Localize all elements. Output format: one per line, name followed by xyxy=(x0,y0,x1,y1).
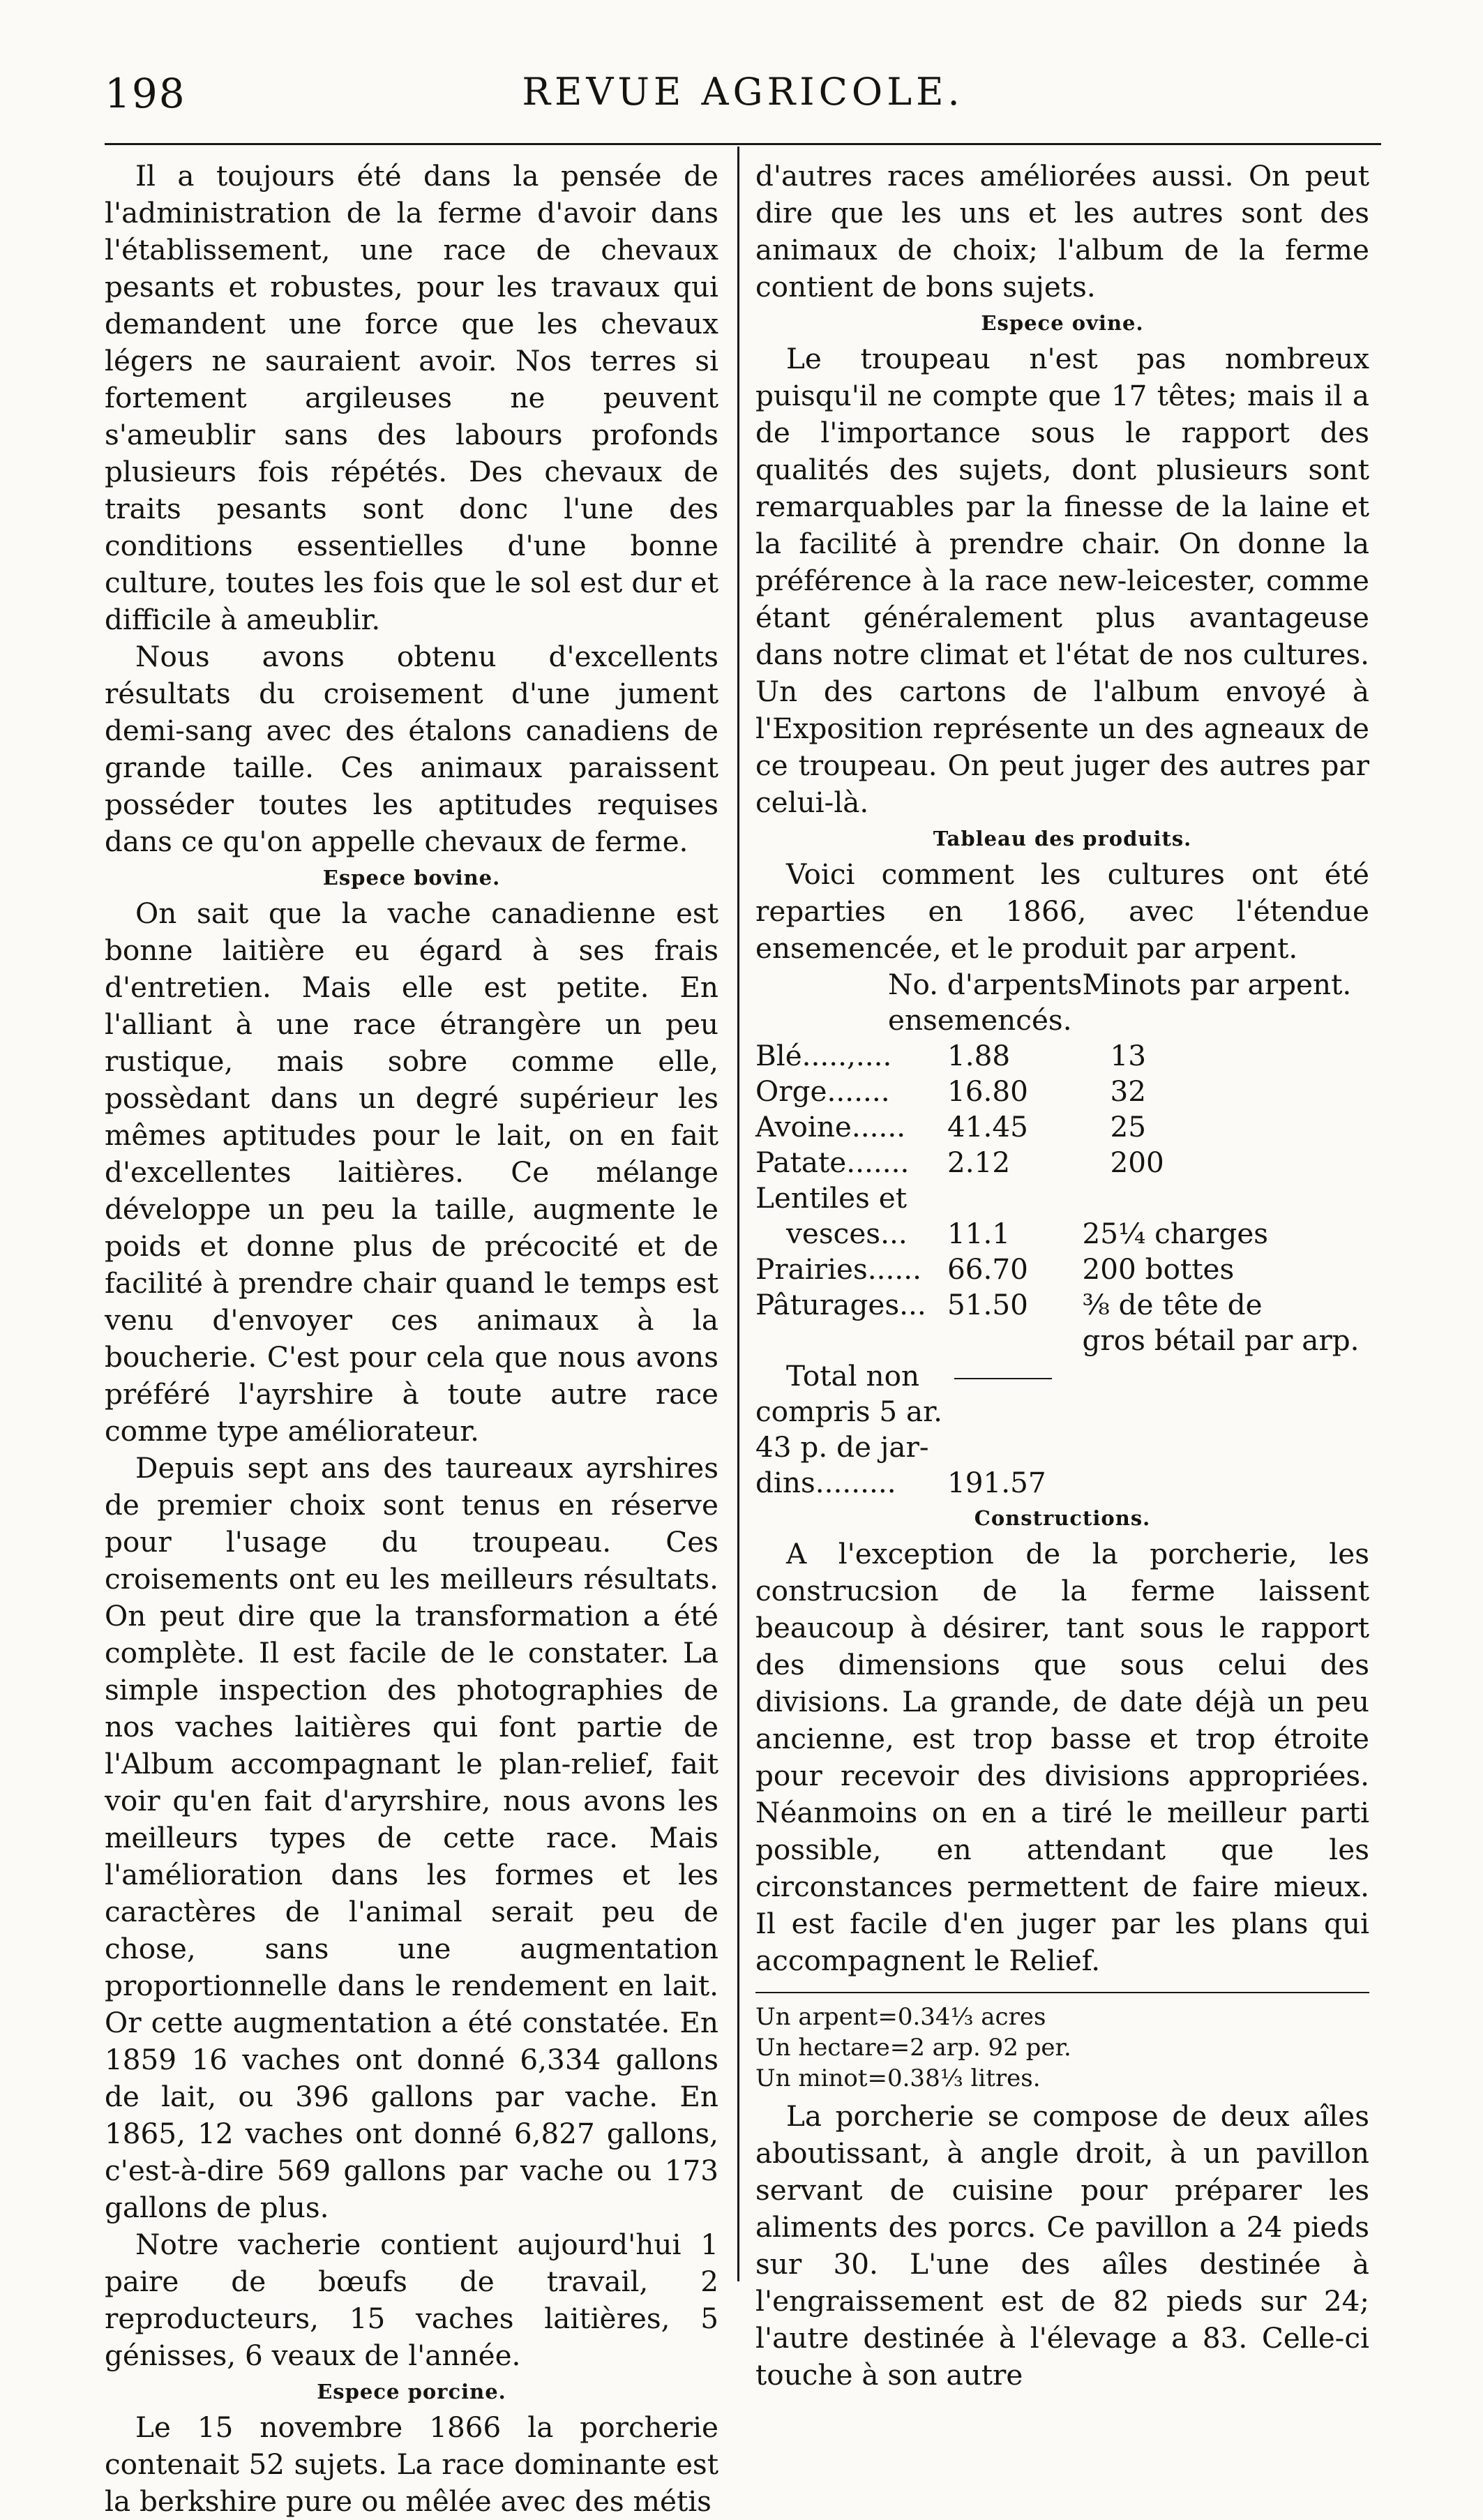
heading-tableau: Tableau des produits. xyxy=(933,827,1192,850)
table-cell-arpents: 11.1 xyxy=(947,1217,1011,1250)
table-row xyxy=(755,1074,1369,1109)
paragraph-porcherie-description: La porcherie se compose de deux aîles aboutissant, à angle droit, à un pavillon servant de cuisine pour préparer les aliments des porcs. Ce pavillon a 24 pieds sur 30. L'une des aîles destinée à l'engraissement est de 82 pieds sur 24; l'autre destinée à l'élevage a 83. Celle-ci touche à son autre xyxy=(755,2099,1369,2392)
paragraph-horses: Il a toujours été dans la pensée de l'administration de la ferme d'avoir dans l'établissement, une race de chevaux pesants et robustes, pour les travaux qui demandent une force que les chevaux légers ne sauraient avoir. Nos terres si fortement argileuses ne peuvent s'ameublir sans des labours profonds plusieurs fois répétés. Des chevaux de traits pesants sont donc l'une des conditions essentielles d'une bonne culture, toutes les fois que le sol est dur et difficile à ameublir. xyxy=(105,159,718,636)
table-cell-yield: ⅜ de tête de xyxy=(1082,1288,1263,1321)
table-cell-arpents: 1.88 xyxy=(947,1039,1011,1072)
table-cell-yield: 32 xyxy=(1110,1074,1147,1108)
total-rule xyxy=(954,1378,1052,1379)
table-cell-arpents: 2.12 xyxy=(947,1146,1011,1179)
table-header-row xyxy=(755,967,1369,1003)
table-total-row xyxy=(755,1465,1369,1501)
produce-table xyxy=(755,967,1369,1501)
running-title: REVUE AGRICOLE. xyxy=(522,70,964,114)
table-row xyxy=(755,1145,1369,1180)
table-total-value: 191.57 xyxy=(947,1466,1046,1499)
footnote-hectare: Un hectare=2 arp. 92 per. xyxy=(755,2034,1071,2062)
paragraph-constructions: A l'exception de la porcherie, les construcsion de la ferme laissent beaucoup à désirer, tant sous le rapport des dimensions que sous celui des divisions. La grande, de date déjà un peu ancienne, est trop basse et trop étroite pour recevoir des divisions appropriées. Néanmoins on en a tiré le meilleur parti possible, en attendant que les circonstances permettent de faire mieux. Il est facile d'en juger par les plans qui accompagnent le Relief. xyxy=(755,1537,1369,1977)
page-number: 198 xyxy=(105,70,186,117)
table-cell-crop: Patate....... xyxy=(755,1146,910,1179)
table-row xyxy=(755,1323,1369,1358)
footnotes xyxy=(755,2002,1369,2094)
footnote-rule xyxy=(755,1992,1369,1993)
table-cell-arpents: 66.70 xyxy=(947,1252,1028,1286)
total-rule-cell xyxy=(947,1358,1369,1394)
header-rule xyxy=(105,143,1381,145)
table-cell-arpents xyxy=(947,1323,1083,1358)
table-cell-arpents: 41.45 xyxy=(947,1110,1028,1143)
table-cell-yield: 25¼ charges xyxy=(1082,1217,1269,1250)
table-cell-crop xyxy=(755,1323,947,1358)
table-total-label-1 xyxy=(755,1358,947,1394)
table-row xyxy=(755,1216,1369,1252)
table-total-row xyxy=(755,1358,1369,1394)
footnote-minot: Un minot=0.38⅓ litres. xyxy=(755,2064,1041,2092)
table-total-label-3: 43 p. de jar- xyxy=(755,1430,929,1464)
table-cell-crop: Avoine...... xyxy=(755,1110,906,1143)
paragraph-porcherie: Le 15 novembre 1866 la porcherie contenait 52 sujets. La race dominante est la berkshire pure ou mêlée avec des métis xyxy=(105,2410,718,2518)
table-cell-arpents: 51.50 xyxy=(947,1288,1028,1321)
heading-bovine: Espece bovine. xyxy=(322,866,501,890)
table-total-row xyxy=(755,1394,1369,1430)
table-row xyxy=(755,1287,1369,1323)
table-cell-arpents: 16.80 xyxy=(947,1074,1028,1108)
heading-porcine: Espece porcine. xyxy=(317,2380,506,2403)
table-row xyxy=(755,1180,1369,1216)
table-header-minots: Minots par arpent. xyxy=(1082,968,1352,1001)
paragraph-sheep: Le troupeau n'est pas nombreux puisqu'il ne compte que 17 têtes; mais il a de l'importance sous le rapport des qualités des sujets, dont plusieurs sont remarquables par la finesse de la laine et la facilité à prendre chair. On donne la préférence à la race new-leicester, comme étant généralement plus avantageuse dans notre climat et l'état de nos cultures. Un des cartons de l'album envoyé à l'Exposition représente un des agneaux de ce troupeau. On peut juger des autres par celui-là. xyxy=(755,342,1369,819)
table-header-arpents-line2: ensemencés. xyxy=(888,1003,1072,1037)
total-label-line1: Total non xyxy=(786,1359,920,1393)
paragraph-canadian-cow: On sait que la vache canadienne est bonne laitière eu égard à ses frais d'entretien. Mais elle est petite. En l'alliant à une race étrangère un peu rustique, mais sobre comme elle, possèdant dans un degré supérieur les mêmes aptitudes pour le lait, on en fait d'excellentes laitières. Ce mélange développe un peu la taille, augmente le poids et donne plus de précocité et de facilité à prendre chair quand le temps est venu d'envoyer ces animaux à la boucherie. C'est pour cela que nous avons préféré l'ayrshire à toute autre race comme type améliorateur. xyxy=(105,897,718,1448)
table-cell-crop: Pâturages... xyxy=(755,1288,926,1321)
table-cell-crop: Blé.....,.... xyxy=(755,1039,892,1072)
paragraph-races-continued: d'autres races améliorées aussi. On peut dire que les uns et les autres sont des animaux de choix; l'album de la ferme contient de bons sujets. xyxy=(755,159,1369,303)
table-header-arpents: No. d'arpents xyxy=(888,968,1083,1001)
table-cell-yield: 25 xyxy=(1110,1110,1147,1143)
paragraph-herd: Notre vacherie contient aujourd'hui 1 paire de bœufs de travail, 2 reproducteurs, 15 vaches laitières, 5 génisses, 6 veaux de l'année. xyxy=(105,2228,718,2372)
heading-constructions: Constructions. xyxy=(974,1506,1151,1530)
table-cell-crop: Prairies...... xyxy=(755,1252,922,1286)
table-total-label-4: dins......... xyxy=(755,1466,896,1499)
table-cell-yield: 200 bottes xyxy=(1082,1252,1235,1286)
right-column xyxy=(755,158,1369,2394)
paragraph-cultures: Voici comment les cultures ont été reparties en 1866, avec l'étendue ensemencée, et le produit par arpent. xyxy=(755,857,1369,965)
paragraph-ayrshire: Depuis sept ans des taureaux ayrshires de premier choix sont tenus en réserve pour l'usage du troupeau. Ces croisements ont eu les meilleurs résultats. On peut dire que la transformation a été complète. Il est facile de le constater. La simple inspection des photographies de nos vaches laitières qui font partie de l'Album accompagnant le plan-relief, fait voir qu'en fait d'aryrshire, nous avons les meilleurs types de cette race. Mais l'amélioration dans les formes et les caractères de l'animal serait peu de chose, sans une augmentation proportionnelle dans le rendement en lait. Or cette augmentation a été constatée. En 1859 16 vaches ont donné 6,334 gallons de lait, ou 396 gallons par vache. En 1865, 12 vaches ont donné 6,827 gallons, c'est-à-dire 569 gallons par vache ou 173 gallons de plus. xyxy=(105,1451,718,2224)
table-total-row xyxy=(755,1430,1369,1465)
heading-ovine: Espece ovine. xyxy=(981,311,1144,335)
table-header-row xyxy=(755,1003,1369,1038)
table-cell-crop: vesces... xyxy=(786,1217,908,1250)
table-cell-yield: 200 xyxy=(1110,1146,1164,1179)
table-total-label-2: compris 5 ar. xyxy=(755,1395,942,1428)
table-cell-yield: gros bétail par arp. xyxy=(1082,1323,1360,1357)
left-column xyxy=(105,158,718,2520)
footnote-arpent: Un arpent=0.34⅓ acres xyxy=(755,2003,1046,2031)
page-header xyxy=(105,70,1381,119)
table-row xyxy=(755,1038,1369,1074)
table-cell-crop: Lentiles et xyxy=(755,1181,907,1215)
table-row xyxy=(755,1252,1369,1287)
table-cell-yield xyxy=(1082,1180,1369,1216)
column-divider xyxy=(737,147,739,2281)
table-cell-crop: Orge....... xyxy=(755,1074,890,1108)
table-row xyxy=(755,1109,1369,1145)
table-cell-yield: 13 xyxy=(1110,1039,1147,1072)
table-cell-arpents xyxy=(947,1180,1083,1216)
paragraph-crossbreeding: Nous avons obtenu d'excellents résultats du croisement d'une jument demi-sang avec des étalons canadiens de grande taille. Ces animaux paraissent posséder toutes les aptitudes requises dans ce qu'on appelle chevaux de ferme. xyxy=(105,640,718,858)
